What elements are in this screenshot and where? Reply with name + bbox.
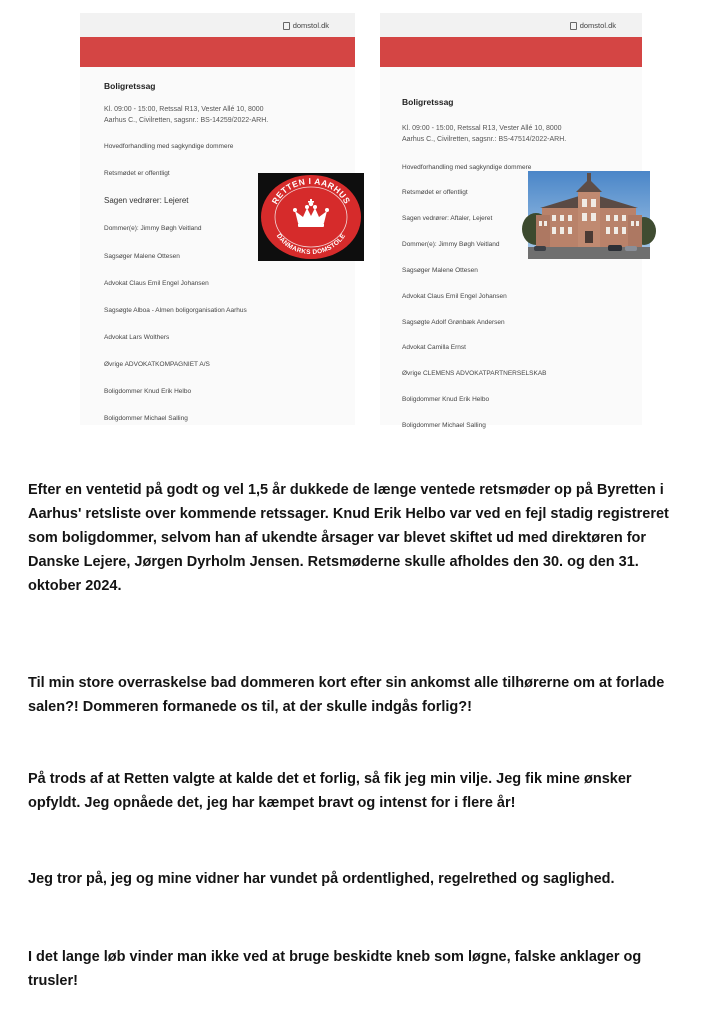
courthouse-image xyxy=(528,171,650,259)
left-row-2: Sagen vedrører: Lejeret xyxy=(104,196,189,205)
paragraph-1: Efter en ventetid på godt og vel 1,5 år dukkede de længe ventede retsmøder op på Byretten i Aarhus' retsliste over kommende retssager. Knud Erik Helbo var ved en fejl stadig registreret som boligdommer, selvom han af ukendte årsager var blevet skiftet ud med direktøren for Danske Lejere, Jørgen Dyrholm Jensen. Retsmøderne skulle afholdes den 30. og den 31. oktober 2024. xyxy=(28,482,669,594)
left-row-1: Retsmødet er offentligt xyxy=(104,170,170,177)
left-header-bar xyxy=(80,37,355,67)
left-row-0: Hovedforhandling med sagkyndige dommere xyxy=(104,143,234,150)
right-header-bar xyxy=(380,37,642,67)
left-case-title: Boligretssag xyxy=(104,81,156,91)
left-row-3: Dommer(e): Jimmy Bøgh Veitland xyxy=(104,225,202,232)
lock-icon xyxy=(283,22,290,30)
left-row-5: Advokat Claus Emil Engel Johansen xyxy=(104,280,209,287)
right-case-meta xyxy=(402,123,566,145)
seal-top-text: RETTEN I AARHUS xyxy=(269,175,353,206)
right-row-8: Øvrige CLEMENS ADVOKATPARTNERSELSKAB xyxy=(402,370,547,377)
left-row-8: Øvrige ADVOKATKOMPAGNIET A/S xyxy=(104,361,210,368)
left-url-bar xyxy=(80,13,355,37)
left-row-4: Sagsøger Malene Ottesen xyxy=(104,253,180,260)
seal-graphic xyxy=(258,173,364,261)
seal-bottom-text: DANMARKS DOMSTOLE xyxy=(274,232,348,257)
right-meta-line-1: Kl. 09:00 - 15:00, Retssal R13, Vester Allé 10, 8000 xyxy=(402,125,562,132)
right-row-5: Advokat Claus Emil Engel Johansen xyxy=(402,293,507,300)
right-row-0: Hovedforhandling med sagkyndige dommere xyxy=(402,164,532,171)
left-meta-line-2: Aarhus C., Civilretten, sagsnr.: BS-14259/2022-ARH. xyxy=(104,117,269,124)
right-row-7: Advokat Camilla Ernst xyxy=(402,344,466,351)
left-row-6: Sagsøgte Alboa - Almen boligorganisation Aarhus xyxy=(104,307,247,314)
courthouse-photo xyxy=(528,171,650,259)
paragraph-2: Til min store overraskelse bad dommeren kort efter sin ankomst alle tilhørerne om at forlade salen?! Dommeren formanede os til, at der skulle indgås forlig?! xyxy=(28,675,665,715)
right-case-title: Boligretssag xyxy=(402,97,454,107)
right-url-bar xyxy=(380,13,642,37)
right-row-1: Retsmødet er offentligt xyxy=(402,189,468,196)
left-url-text: domstol.dk xyxy=(292,20,329,30)
left-meta-line-1: Kl. 09:00 - 15:00, Retssal R13, Vester Allé 10, 8000 xyxy=(104,106,264,113)
right-row-4: Sagsøger Malene Ottesen xyxy=(402,267,478,274)
right-meta-line-2: Aarhus C., Civilretten, sagsnr.: BS-47514/2022-ARH. xyxy=(402,136,567,143)
left-row-7: Advokat Lars Wolthers xyxy=(104,334,170,341)
paragraph-5: I det lange løb vinder man ikke ved at bruge beskidte kneb som løgne, falske anklager og trusler! xyxy=(28,949,642,989)
right-row-6: Sagsøgte Adolf Grønbæk Andersen xyxy=(402,319,505,326)
court-seal-logo xyxy=(258,173,364,261)
right-row-9: Boligdommer Knud Erik Helbo xyxy=(402,396,490,403)
right-row-10: Boligdommer Michael Salling xyxy=(402,422,486,429)
left-case-meta xyxy=(104,104,268,126)
lock-icon xyxy=(570,22,577,30)
right-court-listing-screenshot xyxy=(380,13,642,429)
right-row-2: Sagen vedrører: Aftaler, Lejeret xyxy=(402,215,493,222)
paragraph-3: På trods af at Retten valgte at kalde det et forlig, så fik jeg min vilje. Jeg fik mine ønsker opfyldt. Jeg opnåede det, jeg har kæmpet bravt og intenst for i flere år! xyxy=(28,771,632,811)
left-row-10: Boligdommer Michael Salling xyxy=(104,415,188,422)
left-court-listing-screenshot xyxy=(80,13,355,425)
left-row-9: Boligdommer Knud Erik Helbo xyxy=(104,388,192,395)
right-url-text: domstol.dk xyxy=(579,20,616,30)
paragraph-4: Jeg tror på, jeg og mine vidner har vundet på ordentlighed, regelrethed og saglighed. xyxy=(28,871,615,887)
right-row-3: Dommer(e): Jimmy Bøgh Veitland xyxy=(402,241,500,248)
